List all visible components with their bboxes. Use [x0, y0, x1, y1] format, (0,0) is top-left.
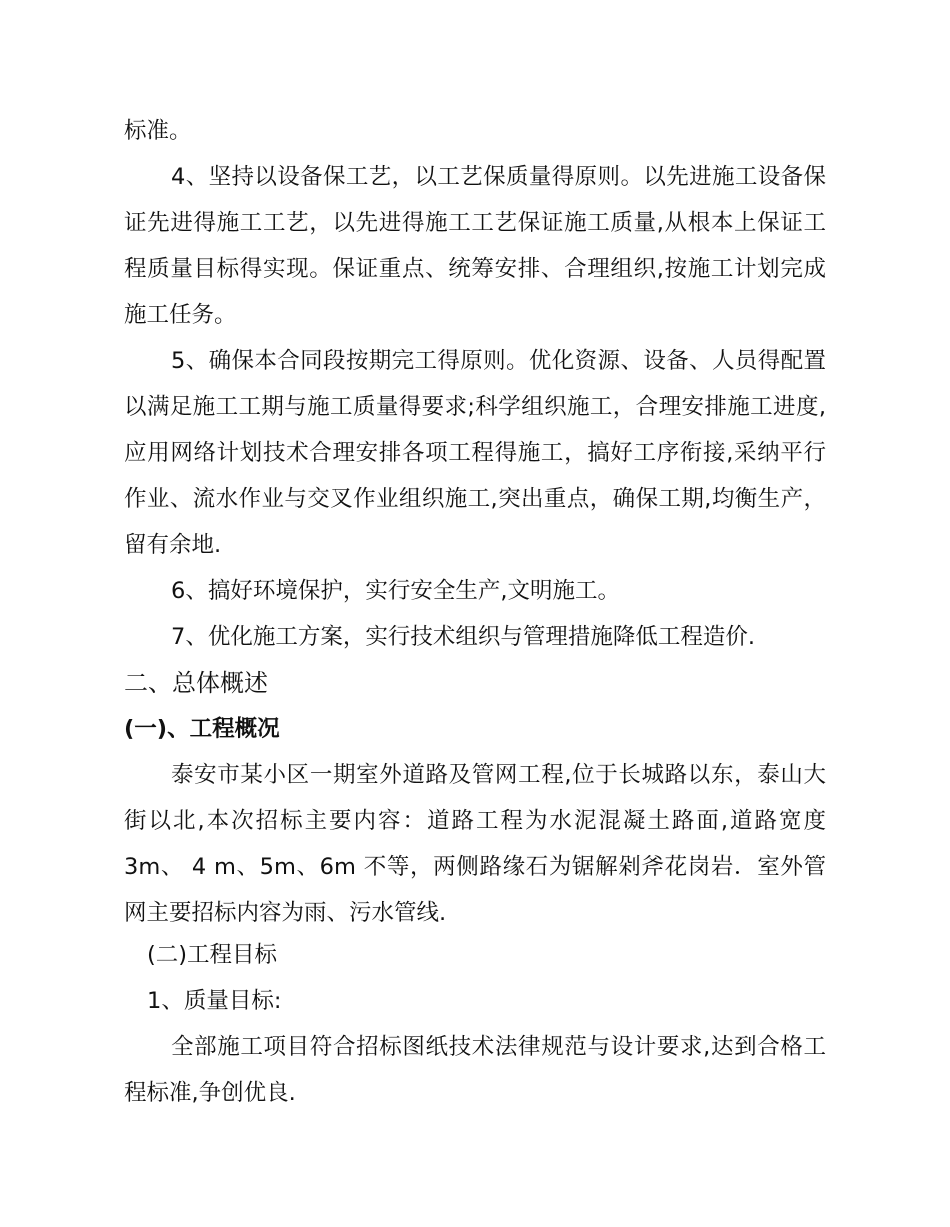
section-heading-overview: 二、总体概述 [124, 669, 268, 697]
paragraph-project-overview: 泰安市某小区一期室外道路及管网工程,位于长城路以东，泰山大街以北,本次招标主要内容：道路工程为水泥混凝土路面,道路宽度3m、 4 m、5m、6m 不等，两侧路缘石为锯解剁斧花岗岩．室外管网主要招标内容为雨、污水管线. [124, 762, 826, 926]
quality-goal-heading: 1、质量目标: [147, 988, 282, 1014]
paragraph-item-6: 6、搞好环境保护，实行安全生产,文明施工。 [171, 578, 620, 604]
paragraph-continuation: 标准。 [124, 118, 192, 144]
paragraph-item-5: 5、确保本合同段按期完工得原则。优化资源、设备、人员得配置以满足施工工期与施工质量得要求;科学组织施工，合理安排施工进度,应用网络计划技术合理安排各项工程得施工，搞好工序衔接,采纳平行作业、流水作业与交叉作业组织施工,突出重点，确保工期,均衡生产，留有余地. [124, 348, 826, 558]
paragraph-item-4: 4、坚持以设备保工艺，以工艺保质量得原则。以先进施工设备保证先进得施工工艺，以先进得施工工艺保证施工质量,从根本上保证工程质量目标得实现。保证重点、统筹安排、合理组织,按施工计划完成施工任务。 [124, 164, 826, 328]
paragraph-item-7: 7、优化施工方案，实行技术组织与管理措施降低工程造价. [171, 624, 755, 650]
subsection-heading-project-overview: (一)、工程概况 [124, 716, 280, 742]
paragraph-quality-goal: 全部施工项目符合招标图纸技术法律规范与设计要求,达到合格工程标准,争创优良. [124, 1034, 826, 1106]
subsection-heading-project-goals: (二)工程目标 [147, 942, 278, 968]
